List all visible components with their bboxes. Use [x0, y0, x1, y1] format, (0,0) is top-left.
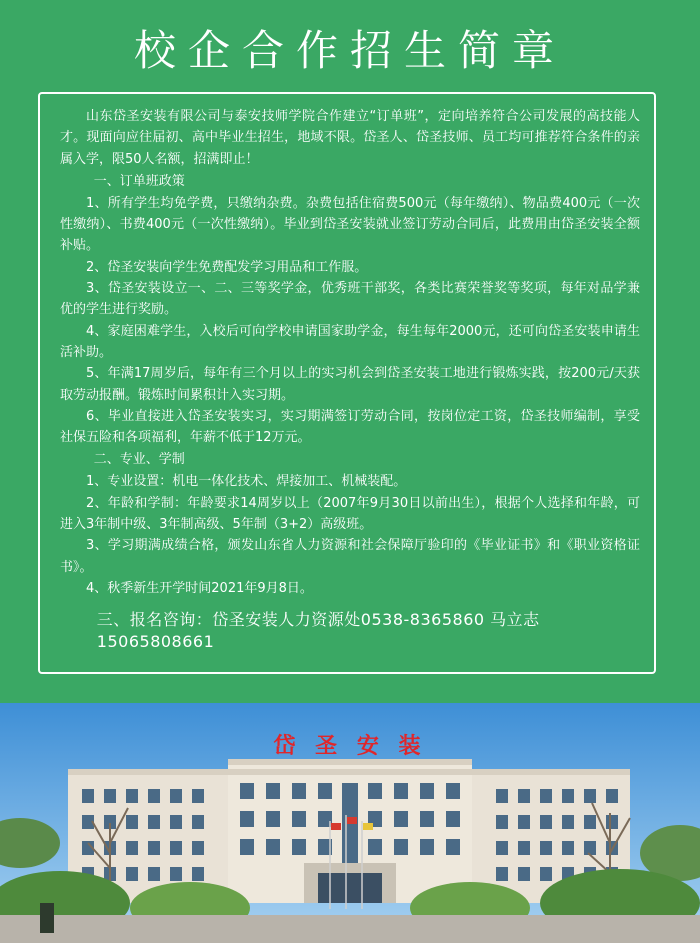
policy-item-6: 6、毕业直接进入岱圣安装实习，实习期满签订劳动合同，按岗位定工资，岱圣技师编制，享受社保五险和各项福利，年薪不低于12万元。: [60, 408, 640, 446]
policy-item-3: 3、岱圣安装设立一、二、三等奖学金，优秀班干部奖，各类比赛荣誉奖等奖项，每年对品学兼优的学生进行奖励。: [60, 281, 640, 318]
page-title: 校企合作招生简章: [133, 26, 566, 75]
plaza: [0, 915, 700, 943]
policy-item-1: 1、所有学生均免学费，只缴纳杂费。杂费包括住宿费500元（每年缴纳）、物品费400元（一次性缴纳）、书费400元（一次性缴纳）。毕业到岱圣安装就业签订劳动合同后，此费用由岱圣安装全额补贴。: [60, 195, 640, 254]
trash-bin: [40, 903, 54, 933]
section-heading-policy: 一、订单班政策: [93, 173, 185, 189]
policy-item-4: 4、家庭困难学生，入校后可向学校申请国家助学金，每生每年2000元，还可向岱圣安装申请生活补助。: [60, 323, 640, 360]
section-heading-major: 二、专业、学制: [93, 452, 185, 468]
major-item-2: 2、年龄和学制：年龄要求14周岁以上（2007年9月30日以前出生），根据个人选择和年龄，可进入3年制中级、3年制高级、5年制（3+2）高级班。: [60, 495, 640, 533]
major-item-1: 1、专业设置：机电一体化技术、焊接加工、机械装配。: [86, 474, 407, 490]
policy-item-2: 2、岱圣安装向学生免费配发学习用品和工作服。: [86, 259, 368, 275]
intro-paragraph: 山东岱圣安装有限公司与泰安技师学院合作建立“订单班”，定向培养符合公司发展的高技能人才。现面向应往届初、高中毕业生招生，地域不限。岱圣人、岱圣技师、员工均可推荐符合条件的亲属入学，限50人名额，招满即止！: [60, 109, 640, 167]
policy-item-5: 5、年满17周岁后，每年有三个月以上的实习机会到岱圣安装工地进行锻炼实践，按200元/天获取劳动报酬。锻炼时间累积计入实习期。: [60, 366, 640, 403]
major-item-3: 3、学习期满成绩合格，颁发山东省人力资源和社会保障厅验印的《毕业证书》和《职业资格证书》。: [60, 538, 640, 575]
building-sign: 岱 圣 安 装: [273, 733, 427, 759]
major-item-4: 4、秋季新生开学时间2021年9月8日。: [86, 580, 313, 596]
campus-photo: [0, 703, 700, 943]
contact-line: 三、报名咨询：岱圣安装人力资源处0538-8365860 马立志15065808661: [96, 610, 540, 652]
main-building: [68, 759, 630, 903]
content-box: [38, 92, 656, 674]
